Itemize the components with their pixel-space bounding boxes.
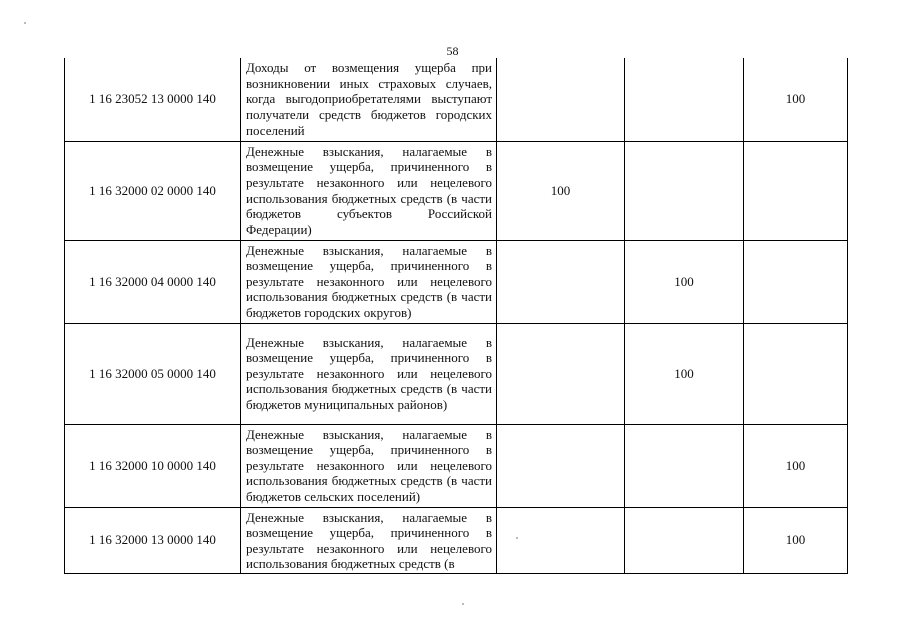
- subject-budget-cell: [497, 507, 625, 573]
- settlement-budget-cell: [744, 141, 848, 240]
- revenue-description-cell: [241, 507, 497, 573]
- subject-budget-cell: [497, 240, 625, 323]
- revenue-code-cell: 1 16 32000 10 0000 140: [65, 424, 241, 507]
- revenue-code-cell: 1 16 23052 13 0000 140: [65, 58, 241, 141]
- municipal-budget-cell: 100: [625, 323, 744, 424]
- revenue-description-cell: Денежные взыскания, налагаемые в возмещение ущерба, причиненного в результате незаконного или нецелевого использования бюджетных средств (в части бюджетов субъектов Российской Федерации): [241, 141, 497, 240]
- table-row: [65, 424, 848, 507]
- scan-speck: [24, 22, 26, 24]
- table-row: [65, 58, 848, 141]
- settlement-budget-cell: 100: [744, 58, 848, 141]
- settlement-budget-cell: 100: [744, 507, 848, 573]
- settlement-budget-cell: [744, 240, 848, 323]
- municipal-budget-cell: [625, 141, 744, 240]
- budget-revenue-table: [64, 58, 848, 574]
- revenue-description-cell: Денежные взыскания, налагаемые в возмещение ущерба, причиненного в результате незаконного или нецелевого использования бюджетных средств (в части бюджетов муниципальных районов): [241, 323, 497, 424]
- table-row: [65, 507, 848, 573]
- revenue-code-cell: 1 16 32000 02 0000 140: [65, 141, 241, 240]
- revenue-description-cell: Денежные взыскания, налагаемые в возмещение ущерба, причиненного в результате незаконного или нецелевого использования бюджетных средств (в части бюджетов сельских поселений): [241, 424, 497, 507]
- scan-speck: [516, 537, 518, 539]
- municipal-budget-cell: [625, 424, 744, 507]
- municipal-budget-cell: [625, 58, 744, 141]
- revenue-description-cell: Денежные взыскания, налагаемые в возмещение ущерба, причиненного в результате незаконного или нецелевого использования бюджетных средств (в части бюджетов городских округов): [241, 240, 497, 323]
- description-clip: [246, 509, 492, 572]
- subject-budget-cell: [497, 424, 625, 507]
- settlement-budget-cell: [744, 323, 848, 424]
- page-number: 58: [446, 44, 459, 58]
- table-row: [65, 323, 848, 424]
- revenue-code-cell: 1 16 32000 05 0000 140: [65, 323, 241, 424]
- municipal-budget-cell: [625, 507, 744, 573]
- municipal-budget-cell: 100: [625, 240, 744, 323]
- revenue-description-text: Денежные взыскания, налагаемые в возмещение ущерба, причиненного в результате незаконного или нецелевого использования бюджетных средств (в: [246, 509, 492, 572]
- subject-budget-cell: 100: [497, 141, 625, 240]
- scan-speck: [462, 603, 464, 605]
- revenue-description-cell: Доходы от возмещения ущерба при возникновении иных страховых случаев, когда выгодоприобретателями выступают получатели средств бюджетов городских поселений: [241, 58, 497, 141]
- settlement-budget-cell: 100: [744, 424, 848, 507]
- revenue-code-cell: 1 16 32000 04 0000 140: [65, 240, 241, 323]
- table-row: [65, 141, 848, 240]
- subject-budget-cell: [497, 58, 625, 141]
- subject-budget-cell: [497, 323, 625, 424]
- table-row: [65, 240, 848, 323]
- revenue-code-cell: 1 16 32000 13 0000 140: [65, 507, 241, 573]
